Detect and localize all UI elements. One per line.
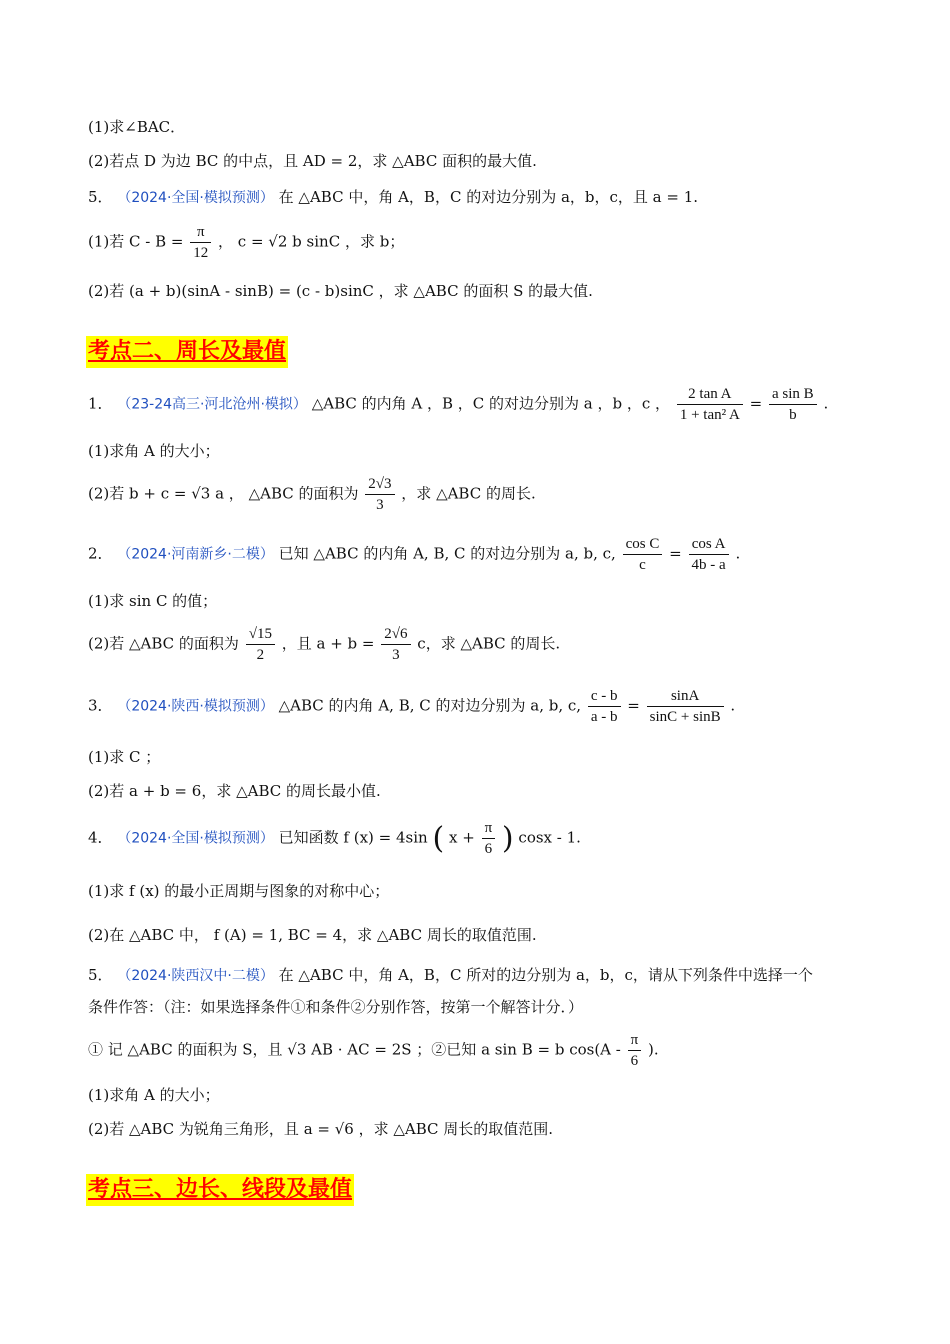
problem-number: 1． xyxy=(88,394,113,413)
math-text: ， c = √2 b sinC ，求 b； xyxy=(218,232,405,251)
s2-q5-part2: (2)若 △ABC 为锐角三角形，且 a = √6 ，求 △ABC 周长的取值范围. xyxy=(88,1120,554,1138)
fraction xyxy=(677,384,743,425)
numerator: 2√6 xyxy=(381,624,410,645)
math-text: (2)若 △ABC 的面积为 xyxy=(88,634,239,653)
math-text: cosx - 1. xyxy=(518,828,581,847)
fraction xyxy=(246,624,275,665)
s2-q5-stem xyxy=(88,964,813,985)
problem-text: 已知 △ABC 的内角 A, B, C 的对边分别为 a, b, c, xyxy=(278,544,616,563)
s2-q5-part1: (1)求角 A 的大小； xyxy=(88,1086,220,1104)
numerator: 2√3 xyxy=(365,474,394,495)
denominator: 4b - a xyxy=(691,557,726,573)
numerator: cos A xyxy=(689,534,729,555)
problem-text: 在 △ABC 中，角 A，B，C 所对的边分别为 a，b，c，请从下列条件中选择一个 xyxy=(278,966,813,984)
problem-text: 在 △ABC 中，角 A，B，C 的对边分别为 a，b，c，且 a = 1. xyxy=(278,188,699,206)
numerator: sinA xyxy=(647,686,724,707)
problem-number: 2． xyxy=(88,544,113,563)
denominator: 1 + tan² A xyxy=(679,407,740,423)
source-tag: （2024·陕西·模拟预测） xyxy=(117,698,274,715)
s2-q4-part2: (2)在 △ABC 中， f (A) = 1, BC = 4，求 △ABC 周长的取值范围. xyxy=(88,926,537,944)
s2-q1-stem xyxy=(88,384,828,425)
math-text: c，求 △ABC 的周长. xyxy=(417,634,561,653)
denominator: b xyxy=(789,407,797,423)
math-text: (1)若 C - B = xyxy=(88,232,184,251)
period: . xyxy=(730,696,736,715)
equals-sign: = xyxy=(627,696,640,715)
q5-part1 xyxy=(88,222,404,263)
problem-number: 5． xyxy=(88,188,113,206)
numerator: c - b xyxy=(588,686,621,707)
source-tag: （2024·陕西汉中·二模） xyxy=(117,968,274,984)
numerator: π xyxy=(482,818,496,839)
s2-q2-stem xyxy=(88,534,740,575)
math-text: 已知函数 f (x) = 4sin xyxy=(278,828,428,847)
fraction xyxy=(381,624,410,665)
s2-q3-part1: (1)求 C ； xyxy=(88,748,161,766)
s2-q2-part2 xyxy=(88,624,560,665)
numerator: a sin B xyxy=(769,384,817,405)
numerator: √15 xyxy=(246,624,275,645)
problem-text: △ABC 的内角 A, B, C 的对边分别为 a, b, c, xyxy=(278,696,582,715)
numerator: 2 tan A xyxy=(677,384,743,405)
left-paren: ( xyxy=(432,821,445,856)
source-tag: （2024·河南新乡·二模） xyxy=(117,546,274,563)
numerator: cos C xyxy=(623,534,663,555)
equals-sign: = xyxy=(749,394,763,413)
fraction xyxy=(482,818,496,859)
math-text: ，求 △ABC 的周长. xyxy=(401,484,536,503)
denominator: 6 xyxy=(484,841,493,857)
period: . xyxy=(735,544,741,563)
denominator: 3 xyxy=(392,647,400,663)
s2-q4-stem xyxy=(88,818,581,859)
numerator: π xyxy=(628,1030,642,1051)
fraction xyxy=(365,474,394,515)
denominator: c xyxy=(639,557,646,573)
section-heading-3: 考点三、边长、线段及最值 xyxy=(86,1174,354,1206)
source-tag: （2024·全国·模拟预测） xyxy=(117,830,274,847)
fraction xyxy=(588,686,621,727)
problem-number: 3． xyxy=(88,696,113,715)
q5-stem xyxy=(88,186,698,207)
denominator: sinC + sinB xyxy=(649,709,721,725)
problem-number: 5． xyxy=(88,966,113,984)
fraction xyxy=(628,1030,642,1071)
s2-q4-part1: (1)求 f (x) 的最小正周期与图象的对称中心； xyxy=(88,882,390,900)
fraction xyxy=(623,534,663,575)
s2-q1-part1: (1)求角 A 的大小； xyxy=(88,442,220,460)
fraction xyxy=(689,534,729,575)
source-tag: （2024·全国·模拟预测） xyxy=(117,190,274,206)
denominator: 6 xyxy=(630,1053,639,1069)
fraction xyxy=(190,222,211,263)
q4-part1: (1)求∠BAC． xyxy=(88,118,186,136)
denominator: 3 xyxy=(376,497,384,513)
period: . xyxy=(823,394,829,413)
problem-number: 4． xyxy=(88,828,113,847)
math-text: (2)若 b + c = √3 a ， △ABC 的面积为 xyxy=(88,484,359,503)
math-text: ，且 a + b = xyxy=(281,634,375,653)
s2-q3-stem xyxy=(88,686,735,727)
s2-q5-conditions xyxy=(88,1030,659,1071)
denominator: 12 xyxy=(193,245,209,261)
math-text: ). xyxy=(648,1040,659,1059)
s2-q5-stem-line2: 条件作答：（注：如果选择条件①和条件②分别作答，按第一个解答计分．） xyxy=(88,998,584,1016)
fraction xyxy=(647,686,724,727)
numerator: π xyxy=(190,222,211,243)
s2-q2-part1: (1)求 sin C 的值； xyxy=(88,592,218,610)
s2-q3-part2: (2)若 a + b = 6，求 △ABC 的周长最小值. xyxy=(88,782,381,800)
q4-part2: (2)若点 D 为边 BC 的中点，且 AD = 2，求 △ABC 面积的最大值. xyxy=(88,152,537,170)
s2-q1-part2 xyxy=(88,474,536,515)
math-text: ① 记 △ABC 的面积为 S，且 √3 AB · AC = 2S ；②已知 a sin B = b cos(A - xyxy=(88,1040,621,1059)
math-text: x + xyxy=(448,828,475,847)
q5-part2: (2)若 (a + b)(sinA - sinB) = (c - b)sinC ，求 △ABC 的面积 S 的最大值. xyxy=(88,282,593,300)
right-paren: ) xyxy=(501,821,514,856)
denominator: 2 xyxy=(256,647,265,663)
section-heading-2: 考点二、周长及最值 xyxy=(86,336,288,368)
equals-sign: = xyxy=(669,544,682,563)
fraction xyxy=(769,384,817,425)
denominator: a - b xyxy=(590,709,618,725)
source-tag: （23-24高三·河北沧州·模拟） xyxy=(117,396,307,413)
problem-text: △ABC 的内角 A ，B ，C 的对边分别为 a ，b ，c ， xyxy=(311,394,671,413)
